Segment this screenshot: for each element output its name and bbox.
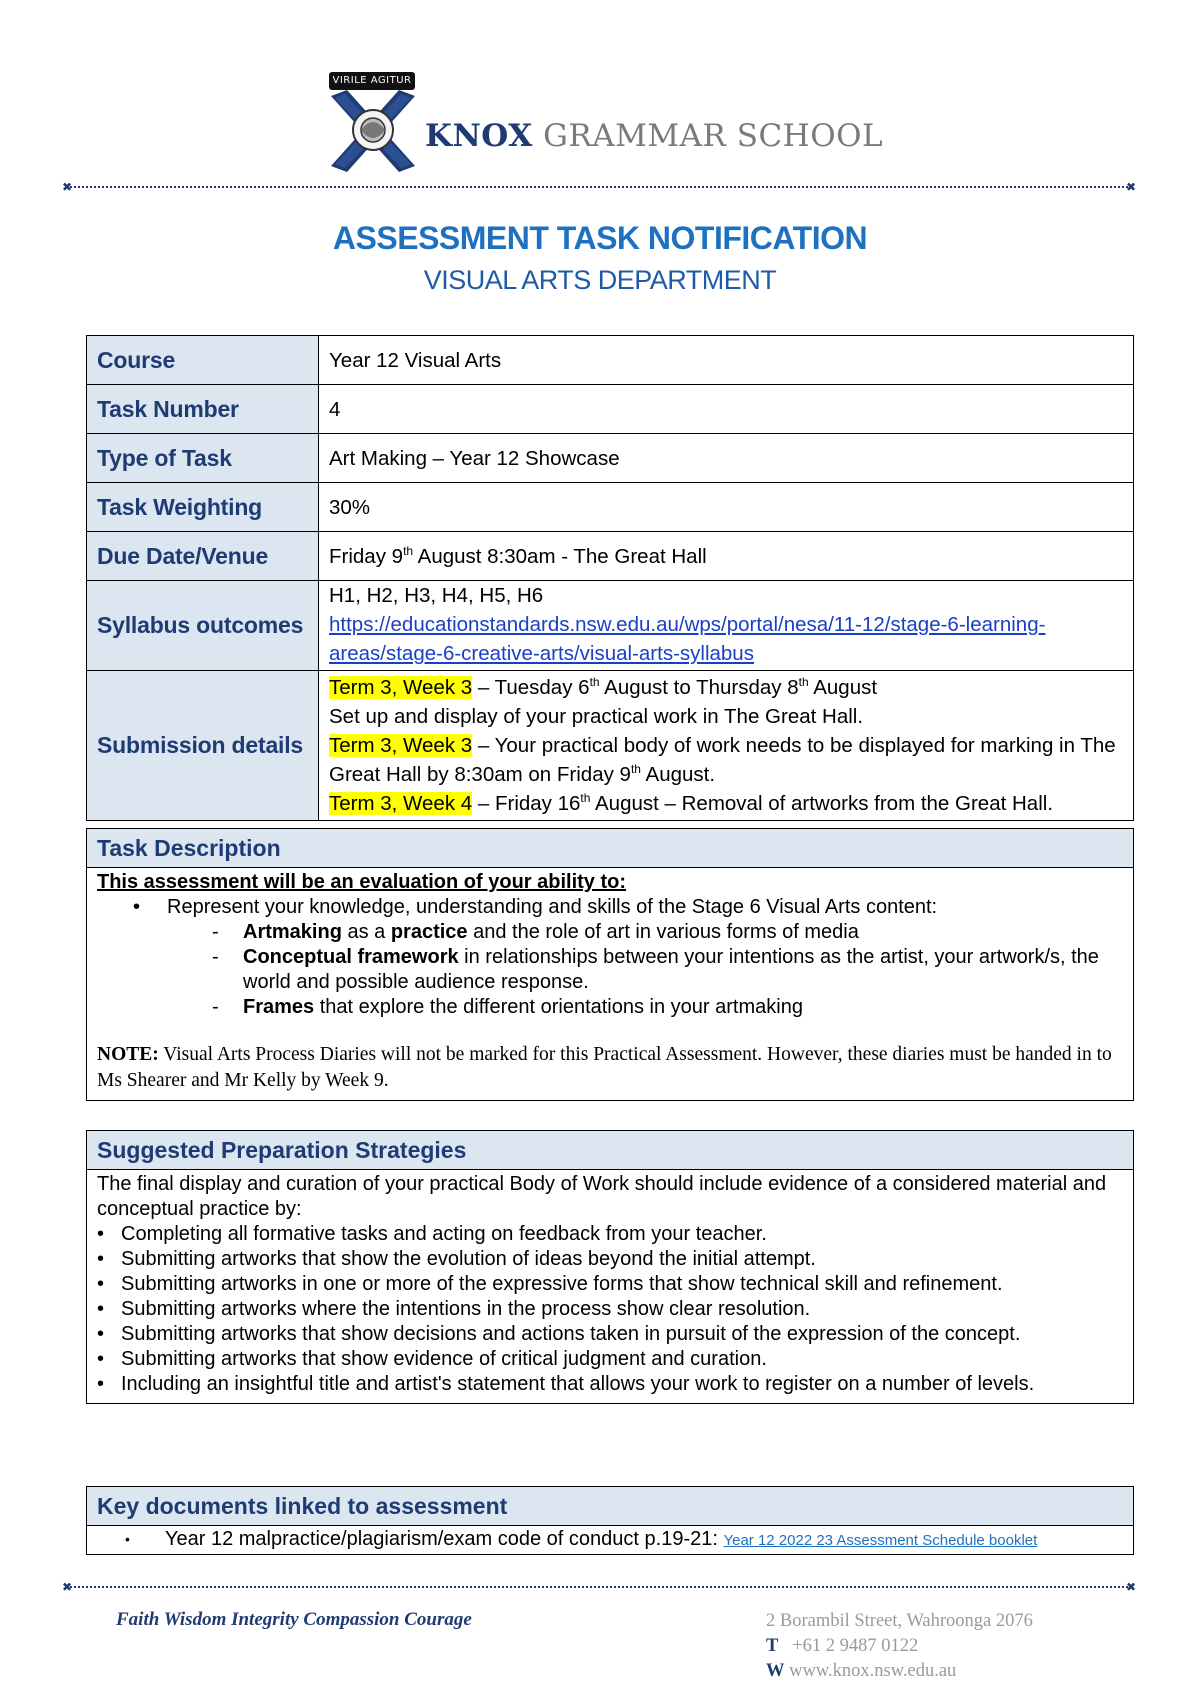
school-crest-icon xyxy=(325,68,421,178)
divider-end-icon: ✖ xyxy=(1126,180,1137,194)
submission-line xyxy=(329,673,1123,702)
term-bold: Artmaking xyxy=(243,921,342,943)
submission-text: August – Removal of artworks from the Great Hall. xyxy=(590,792,1054,815)
submission-line xyxy=(329,789,1123,818)
submission-line: Set up and display of your practical work in The Great Hall. xyxy=(329,705,864,728)
list-item xyxy=(97,895,1123,920)
submission-details xyxy=(319,671,1134,821)
syllabus-link[interactable]: https://educationstandards.nsw.edu.au/wps/portal/nesa/11-12/stage-6-learning-areas/stage-6-creative-arts/visual-arts-syllabus xyxy=(329,613,1046,665)
table-row xyxy=(87,336,1134,385)
strategy-text: Completing all formative tasks and acting on feedback from your teacher. xyxy=(121,1223,767,1245)
term-bold: Conceptual framework xyxy=(243,946,459,968)
task-description-body xyxy=(87,868,1134,1101)
school-name-rest: GRAMMAR SCHOOL xyxy=(543,118,884,154)
task-weighting-label: Task Weighting xyxy=(87,483,319,532)
school-values: Faith Wisdom Integrity Compassion Courage xyxy=(116,1609,472,1630)
list-item: • Submitting artworks that show decisions and actions taken in pursuit of the expression of the concept. xyxy=(97,1323,1021,1345)
school-address: 2 Borambil Street, Wahroonga 2076 xyxy=(766,1611,1033,1631)
phone-label: T xyxy=(766,1636,779,1656)
list-item: • Submitting artworks where the intentions in the process show clear resolution. xyxy=(97,1298,811,1320)
header-divider xyxy=(66,186,1132,188)
submission-text: August. xyxy=(640,763,716,786)
preparation-box xyxy=(86,1130,1134,1404)
strategy-text: Submitting artworks where the intentions in the process show clear resolution. xyxy=(121,1298,811,1320)
due-date-text: Friday 9 xyxy=(329,544,404,568)
syllabus-outcomes: H1, H2, H3, H4, H5, H6 xyxy=(329,584,544,607)
note-paragraph xyxy=(97,1042,1123,1094)
ordinal-sup: th xyxy=(589,675,600,690)
document-text: Year 12 malpractice/plagiarism/exam code of conduct p.19-21: xyxy=(165,1528,724,1550)
list-item: • Submitting artworks that show evidence of critical judgment and curation. xyxy=(97,1348,767,1370)
list-item: • Year 12 malpractice/plagiarism/exam code of conduct p.19-21: Year 12 2022 23 Assessment Schedule booklet xyxy=(125,1528,1038,1550)
ordinal-sup: th xyxy=(798,675,809,690)
submission-label: Submission details xyxy=(87,671,319,821)
page-subtitle: VISUAL ARTS DEPARTMENT xyxy=(423,265,777,295)
task-description-box xyxy=(86,828,1134,1101)
dash-text: and the role of art in various forms of media xyxy=(467,921,859,943)
key-documents-heading: Key documents linked to assessment xyxy=(87,1487,1134,1526)
strategy-text: Submitting artworks that show the evolution of ideas beyond the initial attempt. xyxy=(121,1248,816,1270)
submission-line xyxy=(329,731,1123,789)
syllabus-label: Syllabus outcomes xyxy=(87,581,319,671)
task-type-value: Art Making – Year 12 Showcase xyxy=(319,434,1134,483)
divider-end-icon: ✖ xyxy=(62,1580,73,1594)
submission-text: August to Thursday 8 xyxy=(599,676,799,699)
school-name xyxy=(425,118,883,154)
due-date-rest: August 8:30am - The Great Hall xyxy=(413,544,707,568)
note-text: Visual Arts Process Diaries will not be marked for this Practical Assessment. However, these diaries must be handed in to Ms Shearer and Mr Kelly by Week 9. xyxy=(97,1044,1112,1091)
list-item: - Frames that explore the different orientations in your artmaking xyxy=(212,996,803,1018)
task-description-intro: This assessment will be an evaluation of your ability to: xyxy=(97,871,627,893)
course-label: Course xyxy=(87,336,319,385)
ordinal-sup: th xyxy=(580,791,591,806)
phone-number: +61 2 9487 0122 xyxy=(792,1636,919,1656)
strategy-text: Submitting artworks in one or more of the expressive forms that show technical skill and refinement. xyxy=(121,1273,1003,1295)
strategy-text: Including an insightful title and artist's statement that allows your work to register on a number of levels. xyxy=(121,1373,1035,1395)
ordinal-sup: th xyxy=(630,762,641,777)
term-bold: practice xyxy=(390,921,468,943)
strategy-text: Submitting artworks that show evidence of critical judgment and curation. xyxy=(121,1348,767,1370)
preparation-body xyxy=(87,1170,1134,1404)
school-name-knox: KNOX xyxy=(425,118,533,154)
bullet-text: Represent your knowledge, understanding and skills of the Stage 6 Visual Arts content: xyxy=(167,896,938,918)
preparation-heading: Suggested Preparation Strategies xyxy=(87,1131,1134,1170)
due-date-sup: th xyxy=(403,543,414,558)
preparation-intro: The final display and curation of your practical Body of Work should include evidence of a considered material and conceptual practice by: xyxy=(97,1173,1107,1220)
table-row xyxy=(87,671,1134,821)
school-contact xyxy=(766,1609,1033,1684)
table-row xyxy=(87,581,1134,671)
school-header xyxy=(325,68,885,180)
dash-text: that explore the different orientations in your artmaking xyxy=(314,996,803,1018)
web-label: W xyxy=(766,1661,785,1681)
footer-divider xyxy=(66,1586,1132,1588)
divider-end-icon: ✖ xyxy=(62,180,73,194)
submission-text: August xyxy=(808,676,878,699)
task-number-value: 4 xyxy=(319,385,1134,434)
submission-text: – Tuesday 6 xyxy=(472,676,590,699)
list-item: • Including an insightful title and artist's statement that allows your work to register on a number of levels. xyxy=(97,1373,1035,1395)
task-type-label: Type of Task xyxy=(87,434,319,483)
due-date-value xyxy=(319,532,1134,581)
strategy-text: Submitting artworks that show decisions and actions taken in pursuit of the expression of the concept. xyxy=(121,1323,1021,1345)
crest-motto: VIRILE AGITUR xyxy=(329,72,415,90)
website-url[interactable]: www.knox.nsw.edu.au xyxy=(789,1661,957,1681)
term-bold: Frames xyxy=(243,996,315,1018)
term-highlight: Term 3, Week 3 xyxy=(329,734,473,757)
task-number-label: Task Number xyxy=(87,385,319,434)
list-item: - Artmaking as a practice and the role of art in various forms of media xyxy=(212,921,859,943)
list-item: • Completing all formative tasks and acting on feedback from your teacher. xyxy=(97,1223,767,1245)
table-row xyxy=(87,483,1134,532)
submission-text: – Your practical body of work needs to be displayed for marking in The Great Hall by 8:30am on Friday 9 xyxy=(329,734,1116,786)
page-title: ASSESSMENT TASK NOTIFICATION xyxy=(332,220,868,256)
task-weighting-value: 30% xyxy=(319,483,1134,532)
assessment-info-table xyxy=(86,335,1134,821)
school-phone xyxy=(766,1634,1033,1659)
assessment-schedule-link[interactable]: Year 12 2022 23 Assessment Schedule booklet xyxy=(723,1532,1038,1549)
table-row xyxy=(87,385,1134,434)
divider-end-icon: ✖ xyxy=(1126,1580,1137,1594)
list-item: • Submitting artworks that show the evolution of ideas beyond the initial attempt. xyxy=(97,1248,816,1270)
key-documents-box xyxy=(86,1486,1134,1555)
course-value: Year 12 Visual Arts xyxy=(319,336,1134,385)
key-documents-body xyxy=(87,1526,1134,1555)
submission-text: – Friday 16 xyxy=(472,792,581,815)
dash-text: in relationships between your intentions as the artist, your artwork/s, the world and possible audience response. xyxy=(243,946,1099,993)
dash-text: as a xyxy=(341,921,391,943)
note-label: NOTE: xyxy=(97,1044,159,1065)
list-item: • Submitting artworks in one or more of the expressive forms that show technical skill and refinement. xyxy=(97,1273,1003,1295)
school-website xyxy=(766,1659,1033,1684)
task-description-heading: Task Description xyxy=(87,829,1134,868)
table-row xyxy=(87,532,1134,581)
due-date-label: Due Date/Venue xyxy=(87,532,319,581)
table-row xyxy=(87,434,1134,483)
syllabus-value xyxy=(319,581,1134,671)
list-item: - Conceptual framework in relationships between your intentions as the artist, your artwork/s, the world and possible audience response. xyxy=(212,946,1099,993)
term-highlight: Term 3, Week 4 xyxy=(329,792,473,815)
term-highlight: Term 3, Week 3 xyxy=(329,676,473,699)
